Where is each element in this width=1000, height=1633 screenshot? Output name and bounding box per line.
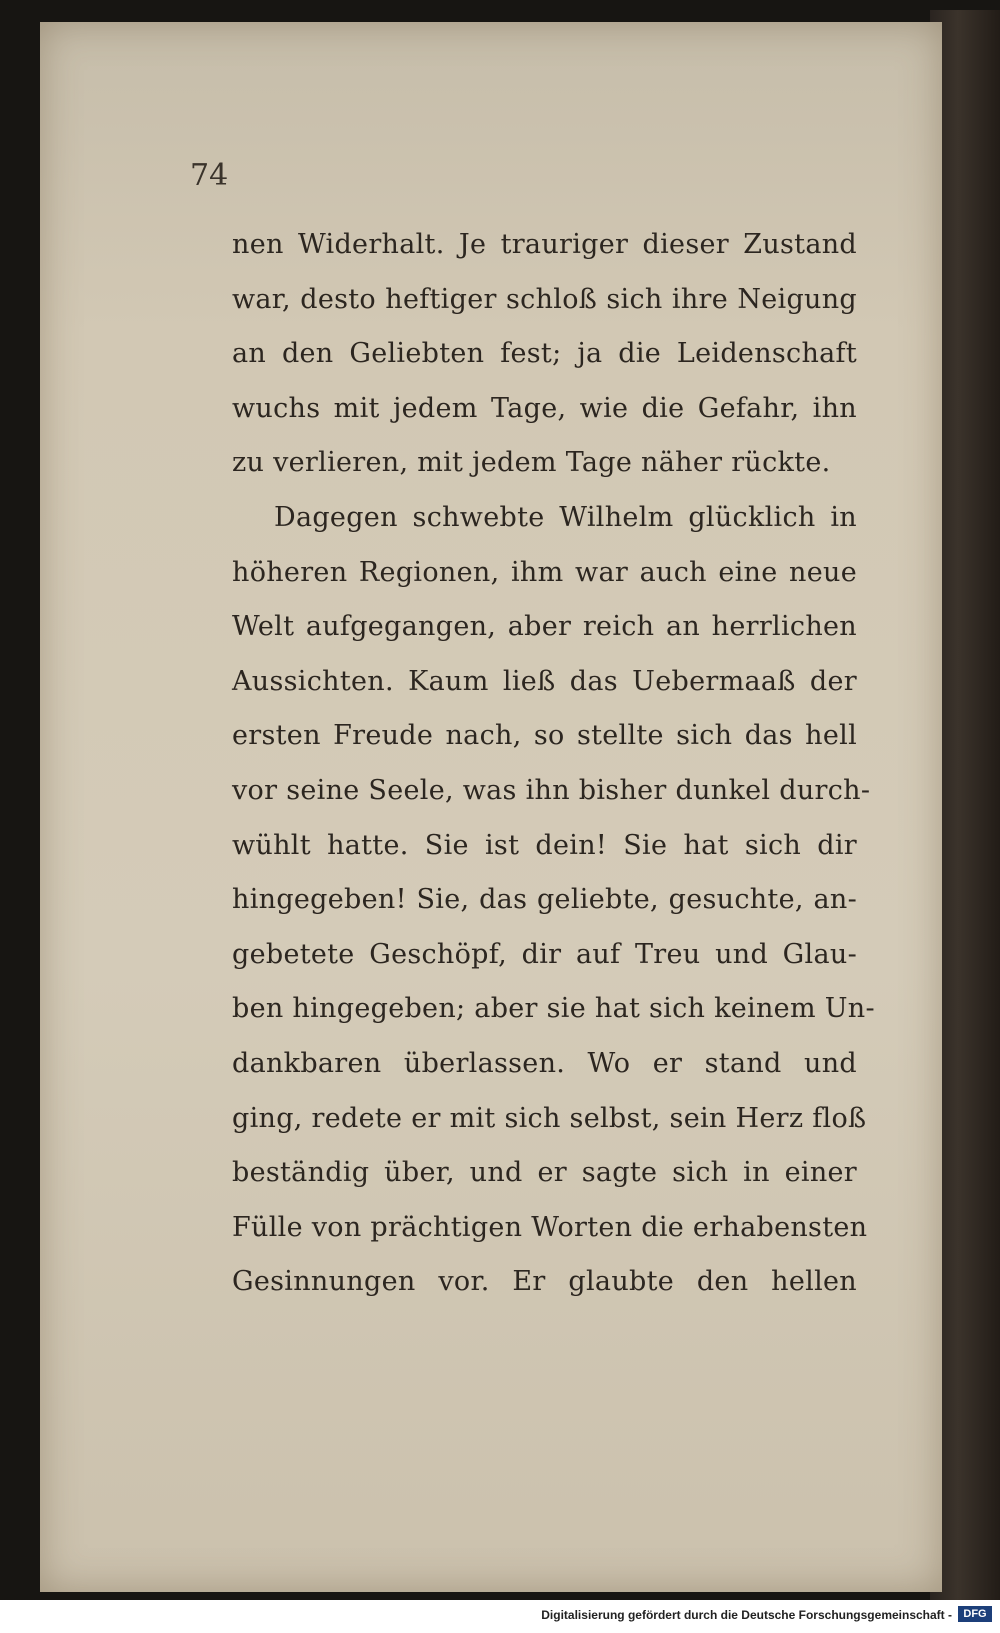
funding-credit: Digitalisierung gefördert durch die Deutsche Forschungsgemeinschaft - [541, 1608, 952, 1622]
text-line: höheren Regionen, ihm war auch eine neue [232, 556, 857, 588]
text-line: dankbaren überlassen. Wo er stand und [232, 1047, 857, 1079]
text-line: wühlt hatte. Sie ist dein! Sie hat sich dir [232, 829, 857, 861]
text-line: nen Widerhalt. Je trauriger dieser Zustand [232, 229, 857, 260]
text-line: ersten Freude nach, so stellte sich das hell [232, 720, 857, 752]
text-line: war, desto heftiger schloß sich ihre Neigung [232, 283, 857, 315]
text-line: hingegeben! Sie, das geliebte, gesuchte, an- [232, 884, 857, 916]
page-text [232, 218, 875, 1310]
text-line: zu verlieren, mit jedem Tage näher rückte. [232, 447, 831, 479]
text-line: vor seine Seele, was ihn bisher dunkel durch- [232, 774, 871, 806]
dfg-logo-text: DFG [963, 1608, 987, 1620]
text-line: ben hingegeben; aber sie hat sich keinem Un- [232, 993, 875, 1025]
page-number: 74 [190, 158, 229, 193]
text-line: Welt aufgegangen, aber reich an herrlichen [232, 611, 857, 643]
dfg-logo [958, 1606, 992, 1622]
text-line: wuchs mit jedem Tage, wie die Gefahr, ihn [232, 392, 857, 424]
text-line: beständig über, und er sagte sich in einer [232, 1157, 857, 1189]
text-line: ging, redete er mit sich selbst, sein Herz floß [232, 1102, 867, 1134]
text-line: Fülle von prächtigen Worten die erhabensten [232, 1211, 868, 1243]
text-line: Aussichten. Kaum ließ das Uebermaaß der [232, 665, 857, 697]
text-line: Gesinnungen vor. Er glaubte den hellen [232, 1266, 857, 1298]
text-line: an den Geliebten fest; ja die Leidenschaft [232, 338, 857, 370]
text-line: gebetete Geschöpf, dir auf Treu und Glau- [232, 938, 857, 970]
text-line: Dagegen schwebte Wilhelm glücklich in [274, 501, 857, 533]
